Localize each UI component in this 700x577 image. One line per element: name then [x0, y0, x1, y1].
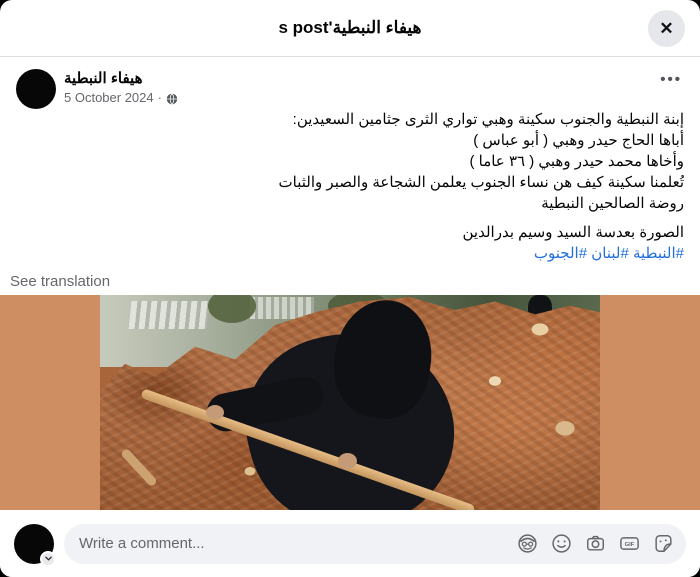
avatar-sticker-icon[interactable]: [517, 533, 538, 554]
comment-toolbar: [517, 533, 674, 554]
globe-icon: [166, 92, 178, 104]
photo-image: [100, 295, 600, 510]
post-menu-button[interactable]: •••: [660, 71, 682, 88]
dialog-header: [0, 0, 700, 57]
post-line: إبنة النبطية والجنوب سكينة وهبي تواري الثرى جثامين السعيدين:: [292, 111, 684, 128]
camera-icon[interactable]: [585, 533, 606, 554]
post-line: أباها الحاج حيدر وهبي ( أبو عباس ): [473, 132, 684, 149]
post-meta: [64, 69, 658, 106]
post-date[interactable]: 5 October 2024: [64, 90, 154, 105]
hashtag-link[interactable]: #لبنان: [591, 245, 629, 262]
author-name[interactable]: هيفاء النبطية: [64, 70, 143, 87]
dot-separator: ·: [157, 90, 162, 105]
post-header: [0, 57, 700, 109]
hashtag-row: [16, 243, 684, 264]
hashtag-link[interactable]: #الجنوب: [533, 245, 588, 262]
emoji-icon[interactable]: [551, 533, 572, 554]
hashtag-link[interactable]: #النبطية: [632, 245, 684, 262]
photo-trees: [208, 295, 256, 323]
switch-profile-button[interactable]: [40, 551, 56, 567]
post-text: [0, 109, 700, 264]
dialog-title: هيفاء النبطية's post: [278, 18, 422, 37]
post-photo[interactable]: [0, 295, 700, 510]
post-line: روضة الصالحين النبطية: [541, 195, 684, 212]
gif-icon[interactable]: [619, 533, 640, 554]
comment-placeholder: Write a comment...: [79, 535, 205, 552]
comment-avatar-wrap: [14, 524, 54, 564]
comment-bar: [0, 510, 700, 577]
photo-person-hand: [338, 453, 357, 469]
photo-credit-line: الصورة بعدسة السيد وسيم بدرالدين: [462, 224, 684, 241]
see-translation-link[interactable]: See translation: [10, 273, 111, 290]
post-date-row: [64, 89, 658, 106]
photo-person-hand: [206, 405, 224, 420]
sticker-icon[interactable]: [653, 533, 674, 554]
avatar[interactable]: [16, 69, 56, 109]
post-line: وأخاها محمد حيدر وهبي ( ٣٦ عاما ): [469, 153, 684, 170]
close-button[interactable]: [648, 10, 685, 47]
close-icon: ✕: [659, 19, 674, 38]
svg-text:GIF: GIF: [624, 542, 635, 549]
chevron-down-icon: [44, 554, 53, 563]
post-line: تُعلمنا سكينة كيف هن نساء الجنوب يعلمن الشجاعة والصبر والثبات: [278, 174, 684, 191]
comment-input[interactable]: [64, 524, 686, 564]
photo-buildings: [129, 301, 210, 329]
